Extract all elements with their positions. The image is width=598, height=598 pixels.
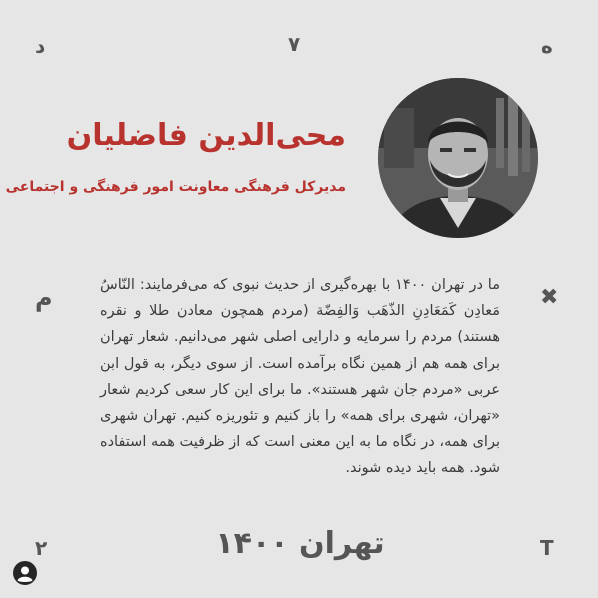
corner-glyph-bottom-left: ۲: [35, 536, 48, 560]
corner-glyph-top-center: ۷: [288, 32, 301, 56]
corner-glyph-bottom-right: T: [540, 536, 554, 560]
person-name: محی‌الدین فاضلیان: [66, 118, 346, 153]
portrait-photo-icon: [378, 78, 538, 238]
corner-glyph-top-left: د: [35, 34, 46, 58]
user-profile-icon-svg: [13, 561, 37, 585]
corner-glyph-top-right: ه: [541, 34, 553, 58]
corner-glyph-middle-left: م: [35, 284, 53, 312]
person-role: مدیرکل فرهنگی معاونت امور فرهنگی و اجتماعی: [5, 179, 346, 195]
tehran-1400-logo-text: تهران ۱۴۰۰: [215, 526, 385, 561]
user-profile-icon[interactable]: [13, 561, 37, 585]
quote-body-text: ما در تهران ۱۴۰۰ با بهره‌گیری از حدیث نبوی که می‌فرمایند: النّاسُ مَعادِن کَمَعَادِنِ الذّهَب وَالفِضّة (مردم همچون معادن طلا و نقره هستند) مردم را سرمایه و دارایی اصلی شهر می‌دانیم. شعار تهران برای همه هم از همین نگاه برآمده است. از سوی دیگر، به قول ابن عربی «مردم جان شهر هستند». ما برای این کار سعی کردیم شعار «تهران، شهری برای همه» را باز کنیم و تئوریزه کنیم. تهران شهری برای همه، در نگاه ما به این معنی است که از ظرفیت همه استفاده شود. همه باید دیده شوند.: [100, 277, 500, 477]
portrait-photo: [378, 78, 538, 238]
tehran-1400-logo: [210, 524, 390, 564]
corner-glyph-middle-right: ✖: [540, 285, 559, 310]
